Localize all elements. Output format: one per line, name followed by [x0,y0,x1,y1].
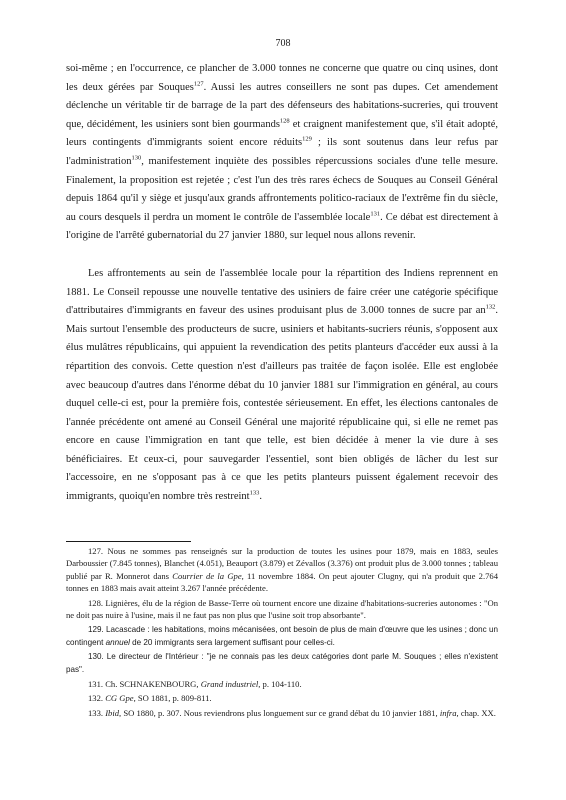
footnote-italic: annuel [105,637,130,647]
paragraph-1-text: , manifestement inquiète des possibles répercussions sociales d'une telle mesure. Finalement, la proposition est rejetée ; c'est l'un des très rares échecs de Souques au Conseil Général depuis 1864 qu'il y siège et jusqu'aux grands affrontements politico-raciaux de l'extrême fin du siècle, au cours desquels il perdra un moment le contrôle de l'assemblée locale [66,155,498,223]
footnote-text: 133. [88,707,106,718]
paragraph-2-text: . [259,491,262,503]
footnote-131 [66,678,498,690]
footnote-ref-129[interactable]: 129 [302,135,312,143]
footnote-text: , p. 104-110. [258,679,302,690]
footnotes [66,545,498,719]
footnote-127 [66,545,498,595]
footnote-ref-128[interactable]: 128 [279,117,290,125]
paragraph-2-text: . Mais surtout l'ensemble des producteurs de sucre, usiniers et habitants-sucriers réunis, s'opposent aux élus mulâtres républicains, qui appuient la revendication des petits planteurs d'accéder eux aussi à la répartition des convois. Cette question n'est d'ailleurs pas traitée de façon isolée. Elle est englobée avec beaucoup d'autres dans l'énorme débat du 10 janvier 1881 sur l'immigration en général, au cours duquel celle-ci est, pour la première fois, contestée sérieusement. En effet, les élections cantonales de l'année précédente ont amené au Conseil Général une majorité républicaine qui, si elle ne remet pas encore en cause l'immigration en tant que telle, est bien décidée à mener la vie dure à ses bénéficiaires. Et ceux-ci, pour sauvegarder l'essentiel, sont bien obligés de lâcher du lest sur l'accessoire, en ne s'opposant pas à ce que les petits planteurs puissent également recevoir des immigrants, quoiqu'en nombre très restreint [66,305,498,503]
footnote-ref-132[interactable]: 132 [485,303,496,311]
footnote-text: 129. Lacascade : les habitations, moins mécanisées, ont besoin de plus de main d'œuvre que les usines ; donc un contingent [66,625,498,647]
paragraph-1-text: soi-même ; en l'occurrence, ce plancher de 3.000 tonnes ne concerne que quatre ou cinq usines, dont les deux gérées par Souques [66,63,498,93]
footnote-129 [66,624,498,649]
paragraph-1-text: . Aussi les autres conseillers ne sont pas dupes. Cet amendement déclenche un véritable tir de barrage de la part des défenseurs des habitations-sucreries, qui trouvent que, décidément, les usiniers sont bien gourmands [66,81,498,130]
body-text [66,60,498,507]
footnote-ref-133[interactable]: 133 [249,489,260,497]
paragraph-2-text: Les affrontements au sein de l'assemblée locale pour la répartition des Indiens reprennent en 1881. Le Conseil repousse une nouvelle tentative des usiniers de faire créer une catégorie spécifique d'attributaires d'immigrants en faveur des usines produisant plus de 3.000 tonnes de sucre par an [66,267,498,317]
paragraph-1-text: et craignent manifestement que, s'il était adopté, leurs contingents d'immigrants soient encore réduits [66,118,499,149]
footnote-128: 128. Lignières, élu de la région de Basse-Terre où tournent encore une dizaine d'habitations-sucreries autonomes : "On ne doit pas nuire à l'usine, mais il ne faut pas non plus que l'usine soit trop absorbante". [66,597,498,621]
footnote-text: 131. Ch. SCHNAKENBOURG, [88,679,201,690]
paragraph-2 [66,265,498,507]
footnote-ref-127[interactable]: 127 [193,80,204,88]
footnote-text: , SO 1881, p. 809-811. [133,693,212,704]
footnote-130: 130. Le directeur de l'Intérieur : "je ne connais pas les deux catégories dont parle M. Souques ; elles n'existent pas". [66,652,498,674]
footnote-italic: Ibid [105,707,120,718]
footnote-133 [66,707,498,719]
footnote-text: , SO 1880, p. 307. Nous reviendrons plus longuement sur ce grand débat du 10 janvier 1881, [119,707,440,718]
footnote-separator [66,541,191,542]
paragraph-1 [66,60,498,246]
paragraph-1-text: . Ce débat est directement à l'origine de l'arrêté gubernatorial du 27 janvier 1880, sur lequel nous allons revenir. [66,211,498,242]
paragraph-1-text: ; ils sont soutenus dans leur refus par l'administration [66,137,498,167]
footnote-ref-131[interactable]: 131 [370,210,381,218]
footnote-italic: infra [439,707,457,718]
footnote-text: de 20 immigrants sera largement suffisant pour celles-ci. [129,637,335,647]
footnote-italic: CG Gpe [105,693,134,704]
page-number: 708 [275,38,291,49]
footnote-text: 127. Nous ne sommes pas renseignés sur la production de toutes les usines pour 1879, mais en 1883, seules Darboussier (7.845 tonnes), Blanchet (4.051), Beauport (3.879) et Zévallos (3.376) ont produit plus de 3.000 tonnes ; tableau publié par R. Monnerot dans [66,546,498,581]
footnote-text: 132. [88,693,106,704]
footnote-text: , chap. XX. [456,707,496,718]
footnote-text: , 11 novembre 1884. On peut ajouter Clugny, qui n'a produit que 2.764 tonnes en 1883 mais avait atteint 3.267 l'année précédente. [66,570,498,594]
footnote-132 [66,692,498,704]
footnote-italic: Courrier de la Gpe [172,570,242,581]
footnote-ref-130[interactable]: 130 [131,154,142,162]
footnote-italic: Grand industriel [200,679,259,690]
